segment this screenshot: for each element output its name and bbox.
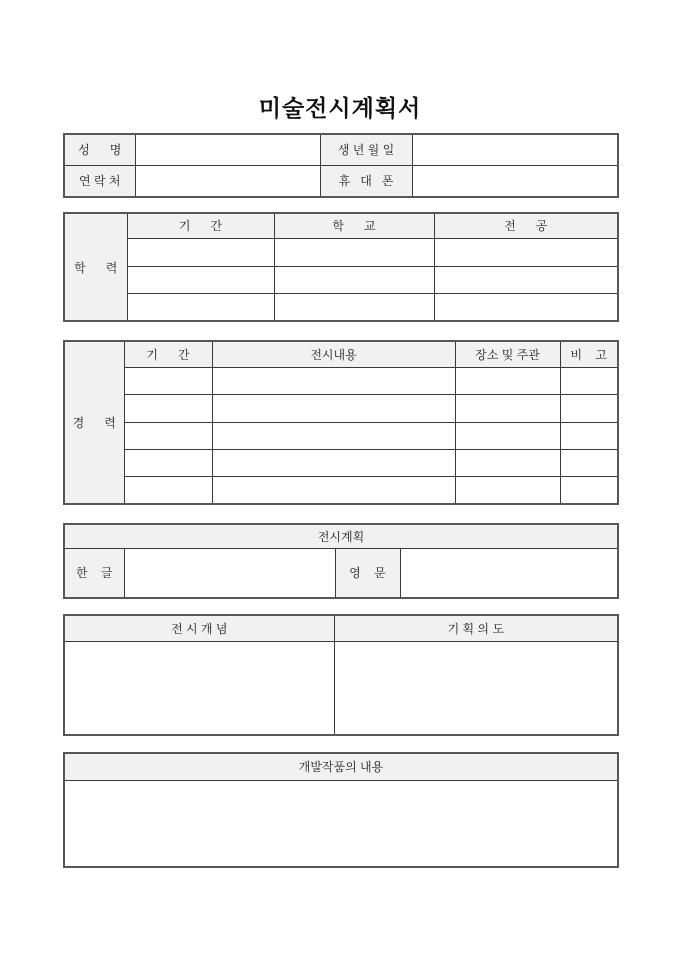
- name-label: 성 명: [64, 134, 135, 165]
- developed-works-header: 개발작품의 내용: [64, 753, 618, 780]
- planning-intent-header: 기 획 의 도: [334, 615, 618, 641]
- table-row: [64, 422, 618, 449]
- career-period-cell[interactable]: [124, 422, 212, 449]
- career-period-cell[interactable]: [124, 367, 212, 394]
- table-row: [64, 367, 618, 394]
- career-exhibition-header: 전시내용: [212, 341, 455, 367]
- korean-title-input-cell[interactable]: [124, 548, 335, 598]
- career-venue-cell[interactable]: [455, 476, 560, 504]
- career-table: [63, 340, 619, 505]
- education-table: [63, 212, 619, 322]
- career-note-cell[interactable]: [560, 449, 618, 476]
- table-row: [64, 238, 618, 266]
- education-period-header: 기 간: [127, 213, 274, 238]
- table-row: [64, 615, 618, 641]
- career-period-cell[interactable]: [124, 394, 212, 422]
- mobile-input-cell[interactable]: [412, 165, 618, 197]
- career-exhibition-cell[interactable]: [212, 367, 455, 394]
- career-period-header: 기 간: [124, 341, 212, 367]
- education-period-cell[interactable]: [127, 266, 274, 293]
- career-venue-cell[interactable]: [455, 394, 560, 422]
- career-note-header: 비 고: [560, 341, 618, 367]
- korean-title-label: 한 글: [64, 548, 124, 598]
- career-venue-cell[interactable]: [455, 367, 560, 394]
- mobile-label: 휴 대 폰: [320, 165, 412, 197]
- career-note-cell[interactable]: [560, 422, 618, 449]
- career-exhibition-cell[interactable]: [212, 422, 455, 449]
- education-major-header: 전 공: [434, 213, 618, 238]
- developed-works-table: [63, 752, 619, 868]
- table-row: [64, 213, 618, 238]
- table-row: [64, 753, 618, 780]
- birthdate-label: 생 년 월 일: [320, 134, 412, 165]
- table-row: [64, 524, 618, 548]
- exhibition-concept-input-cell[interactable]: [64, 641, 334, 735]
- career-section-label: 경 력: [64, 341, 124, 504]
- career-note-cell[interactable]: [560, 367, 618, 394]
- education-school-header: 학 교: [274, 213, 434, 238]
- career-exhibition-cell[interactable]: [212, 394, 455, 422]
- education-major-cell[interactable]: [434, 293, 618, 321]
- education-period-cell[interactable]: [127, 293, 274, 321]
- exhibition-concept-header: 전 시 개 념: [64, 615, 334, 641]
- contact-input-cell[interactable]: [135, 165, 320, 197]
- table-row: [64, 780, 618, 867]
- career-note-cell[interactable]: [560, 476, 618, 504]
- education-major-cell[interactable]: [434, 238, 618, 266]
- english-title-label: 영 문: [335, 548, 400, 598]
- personal-info-table: [63, 133, 619, 198]
- exhibition-plan-table: [63, 523, 619, 599]
- table-row: [64, 449, 618, 476]
- career-exhibition-cell[interactable]: [212, 449, 455, 476]
- table-row: [64, 134, 618, 165]
- career-period-cell[interactable]: [124, 449, 212, 476]
- table-row: [64, 341, 618, 367]
- contact-label: 연 락 처: [64, 165, 135, 197]
- career-exhibition-cell[interactable]: [212, 476, 455, 504]
- table-row: [64, 548, 618, 598]
- name-input-cell[interactable]: [135, 134, 320, 165]
- table-row: [64, 476, 618, 504]
- page-title: 미술전시계획서: [258, 95, 422, 121]
- education-school-cell[interactable]: [274, 293, 434, 321]
- form-sheet: [63, 133, 617, 868]
- table-row: [64, 394, 618, 422]
- education-section-label: 학 력: [64, 213, 127, 321]
- education-major-cell[interactable]: [434, 266, 618, 293]
- table-row: [64, 641, 618, 735]
- developed-works-input-cell[interactable]: [64, 780, 618, 867]
- exhibition-plan-header: 전시계획: [64, 524, 618, 548]
- planning-intent-input-cell[interactable]: [334, 641, 618, 735]
- concept-intent-table: [63, 614, 619, 736]
- education-school-cell[interactable]: [274, 266, 434, 293]
- birthdate-input-cell[interactable]: [412, 134, 618, 165]
- table-row: [64, 293, 618, 321]
- education-period-cell[interactable]: [127, 238, 274, 266]
- english-title-input-cell[interactable]: [400, 548, 618, 598]
- career-period-cell[interactable]: [124, 476, 212, 504]
- table-row: [64, 266, 618, 293]
- education-school-cell[interactable]: [274, 238, 434, 266]
- career-note-cell[interactable]: [560, 394, 618, 422]
- career-venue-cell[interactable]: [455, 422, 560, 449]
- career-venue-cell[interactable]: [455, 449, 560, 476]
- table-row: [64, 165, 618, 197]
- career-venue-header: 장소 및 주관: [455, 341, 560, 367]
